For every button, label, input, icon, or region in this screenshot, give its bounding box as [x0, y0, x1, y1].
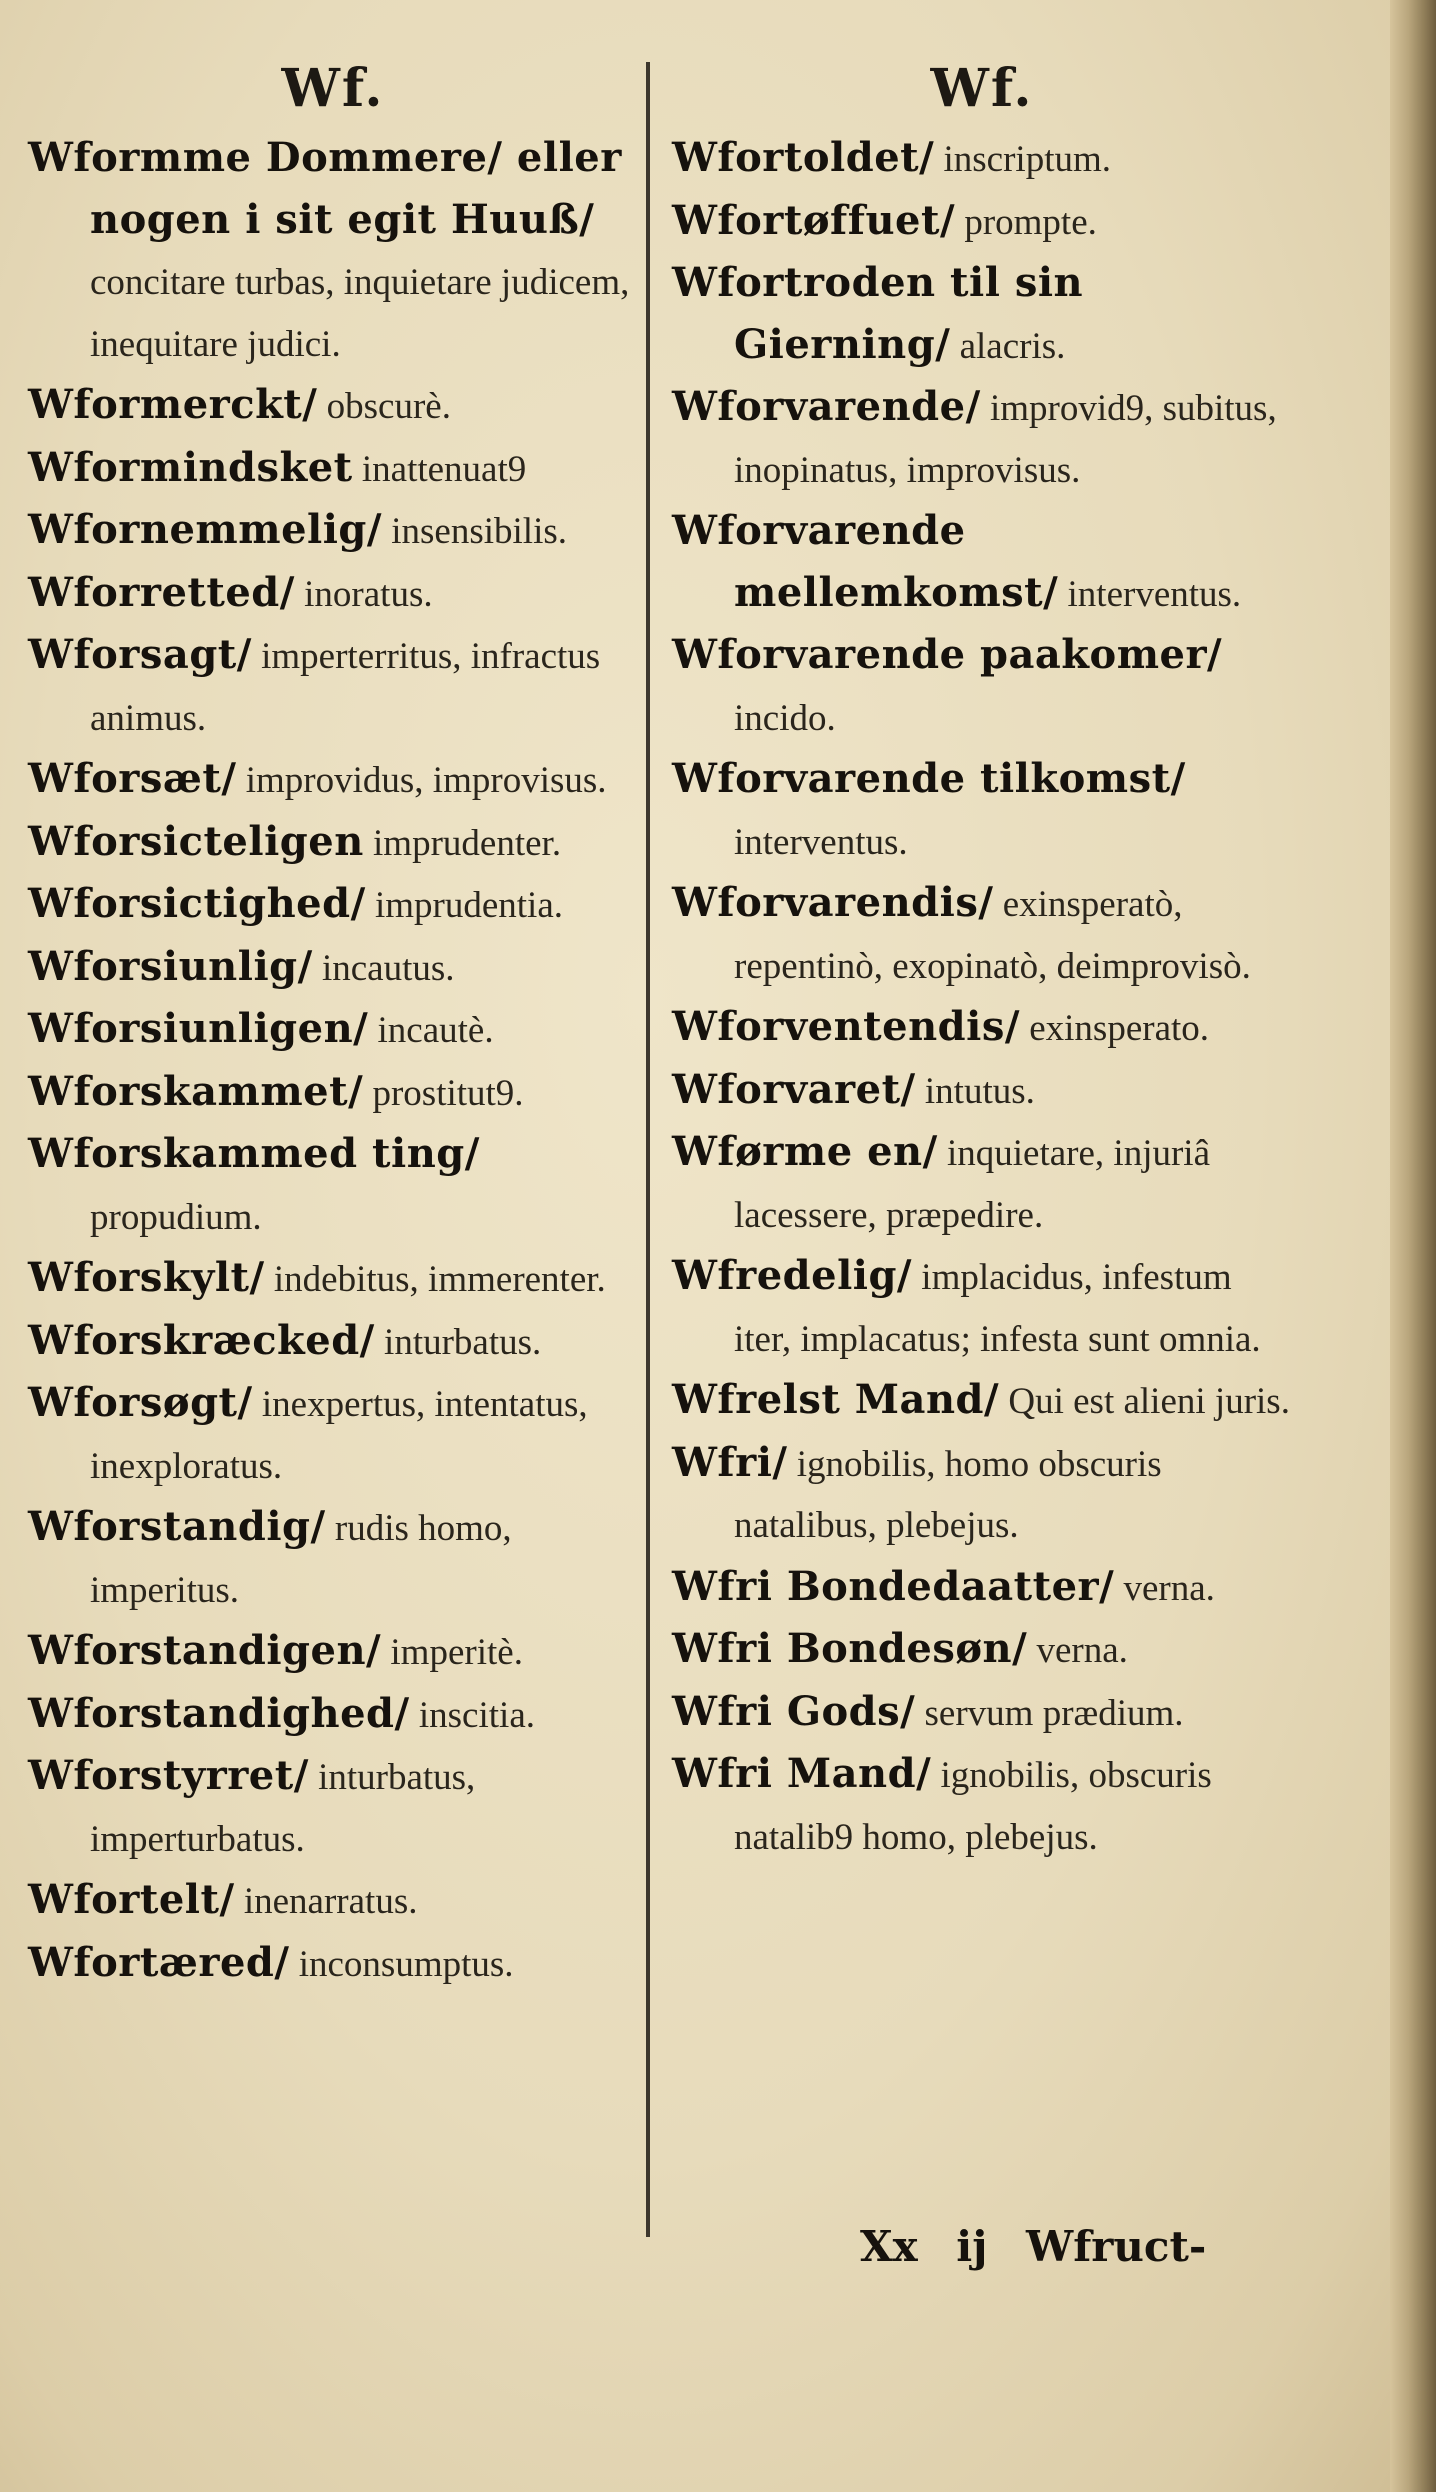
entry-headword: Wforsæt/: [28, 755, 237, 802]
dictionary-entry: [28, 1248, 638, 1311]
entry-definition: rudis homo, imperitus.: [90, 1508, 512, 1611]
entry-headword: Wforvarendis/: [672, 879, 994, 926]
entry-headword: Wforvarende tilkomst/: [672, 755, 1186, 802]
entry-headword: Wforvarende mellemkomst/: [672, 507, 1059, 616]
dictionary-entry: [28, 438, 638, 501]
dictionary-entry: [28, 1621, 638, 1684]
entry-definition: ignobilis, homo obscuris natalibus, plebejus.: [734, 1443, 1162, 1546]
entry-definition: inturbatus.: [374, 1321, 542, 1363]
dictionary-entry: [28, 625, 638, 749]
entry-headword: Wforretted/: [28, 568, 295, 616]
left-column: [28, 50, 638, 1995]
entry-headword: Wforsiunligen/: [28, 1005, 369, 1052]
dictionary-entry: [28, 874, 638, 937]
right-running-header: Wf.: [930, 58, 1034, 119]
entry-definition: inenarratus.: [234, 1881, 418, 1922]
dictionary-entry: [672, 253, 1292, 377]
dictionary-entry: [672, 128, 1292, 191]
entry-headword: Wfortæred/: [28, 1938, 290, 1986]
entry-headword: Wforskammet/: [28, 1067, 364, 1115]
entry-headword: Wforvarende paakomer/: [672, 631, 1223, 678]
entry-definition: obscurè.: [317, 386, 451, 427]
entry-headword: Wforsøgt/: [28, 1379, 253, 1426]
entry-headword: Wfri/: [672, 1438, 788, 1486]
entry-headword: Wfri Mand/: [672, 1750, 932, 1797]
entry-definition: inquietare, injuriâ lacessere, præpedire.: [734, 1133, 1210, 1236]
page-footer: [860, 2222, 1206, 2271]
entry-headword: Wformindsket: [28, 443, 353, 491]
entry-definition: imperitè.: [381, 1632, 523, 1673]
entry-definition: propudium.: [90, 1196, 262, 1238]
dictionary-entry: [672, 1370, 1292, 1433]
dictionary-entry: [28, 500, 638, 563]
entry-definition: incido.: [734, 697, 836, 739]
entry-definition: inscriptum.: [934, 139, 1112, 180]
entry-headword: Wforventendis/: [672, 1003, 1020, 1050]
entry-headword: Wforskræcked/: [28, 1316, 375, 1364]
dictionary-entry: [28, 1373, 638, 1497]
entry-headword: Wførme en/: [672, 1128, 938, 1175]
entry-headword: Wforvarende/: [672, 383, 981, 430]
entry-definition: prompte.: [955, 201, 1097, 243]
entry-definition: inoratus.: [294, 573, 433, 615]
dictionary-entry: [672, 873, 1292, 997]
dictionary-entry: [672, 377, 1292, 501]
dictionary-entry: [28, 375, 638, 438]
entry-definition: implacidus, infestum iter, implacatus; infesta sunt omnia.: [734, 1257, 1261, 1360]
dictionary-entry: [672, 1744, 1292, 1868]
dictionary-entry: [28, 1870, 638, 1933]
entry-definition: ignobilis, obscuris natalib9 homo, plebejus.: [734, 1755, 1212, 1858]
signature-mark: Xx ij: [860, 2222, 988, 2271]
entry-definition: indebitus, immerenter.: [264, 1259, 606, 1300]
entry-headword: Wforstyrret/: [28, 1752, 309, 1799]
column-rule: [646, 62, 650, 2237]
entry-definition: imprudentia.: [365, 885, 563, 926]
dictionary-entry: [28, 1124, 638, 1248]
entry-definition: incautus.: [312, 947, 455, 989]
entry-definition: improvid9, subitus, inopinatus, improvisus.: [734, 388, 1277, 491]
dictionary-entry: [672, 625, 1292, 749]
right-entry-list: [672, 128, 1292, 1868]
dictionary-entry: [672, 1122, 1292, 1246]
entry-definition: inattenuat9: [352, 448, 527, 490]
entry-headword: Wformerckt/: [28, 381, 318, 428]
entry-definition: intutus.: [915, 1070, 1035, 1112]
dictionary-entry: [672, 1682, 1292, 1745]
dictionary-entry: [672, 1060, 1292, 1123]
entry-definition: verna.: [1114, 1567, 1215, 1609]
entry-definition: exinsperato.: [1019, 1008, 1210, 1049]
dictionary-entry: [672, 1619, 1292, 1682]
entry-definition: imprudenter.: [363, 822, 562, 864]
catchword: Wfruct-: [1026, 2222, 1207, 2271]
entry-headword: Wfrelst Mand/: [672, 1376, 1000, 1423]
dictionary-entry: [28, 128, 638, 375]
dictionary-entry: [28, 563, 638, 626]
dictionary-entry: [672, 1246, 1292, 1370]
entry-headword: Wfortelt/: [28, 1876, 235, 1923]
entry-definition: incautè.: [368, 1010, 494, 1051]
entry-definition: imperterritus, infractus animus.: [90, 636, 601, 739]
right-column: [672, 50, 1292, 1868]
entry-definition: exinsperatò, repentinò, exopinatò, deimprovisò.: [734, 884, 1251, 987]
entry-definition: interventus.: [1058, 573, 1242, 615]
dictionary-entry: [28, 812, 638, 875]
entry-definition: interventus.: [734, 821, 908, 863]
dictionary-entry: [672, 1433, 1292, 1557]
entry-definition: inexpertus, intentatus, inexploratus.: [90, 1384, 588, 1487]
entry-definition: insensibilis.: [381, 511, 568, 552]
dictionary-entry: [28, 1684, 638, 1747]
dictionary-entry: [28, 1311, 638, 1374]
dictionary-entry: [28, 1933, 638, 1996]
entry-headword: Wforsicteligen: [28, 817, 364, 865]
entry-headword: Wforsiunlig/: [28, 942, 313, 990]
entry-headword: Wforsagt/: [28, 631, 252, 678]
page-edge: [1390, 0, 1436, 2492]
dictionary-entry: [672, 501, 1292, 625]
entry-headword: Wforskammed ting/: [28, 1130, 480, 1177]
entry-headword: Wforvaret/: [672, 1065, 916, 1113]
dictionary-entry: [28, 937, 638, 1000]
entry-headword: Wforstandighed/: [28, 1689, 410, 1737]
entry-headword: Wformme Dommere/ eller nogen i sit egit Huuß/: [28, 134, 622, 243]
dictionary-entry: [28, 1746, 638, 1870]
entry-headword: Wfortøffuet/: [672, 196, 956, 244]
entry-headword: Wfri Gods/: [672, 1687, 916, 1735]
entry-headword: Wfredelig/: [672, 1252, 913, 1299]
left-running-header: Wf.: [281, 58, 385, 119]
dictionary-entry: [672, 997, 1292, 1060]
entry-definition: Qui est alieni juris.: [999, 1381, 1290, 1422]
entry-headword: Wfri Bondedaatter/: [672, 1562, 1115, 1610]
entry-definition: concitare turbas, inquietare judicem, inequitare judici.: [90, 262, 630, 365]
entry-definition: improvidus, improvisus.: [236, 760, 607, 801]
entry-headword: Wfortoldet/: [672, 134, 935, 181]
entry-definition: alacris.: [950, 325, 1066, 367]
entry-headword: Wfortroden til sin Gierning/: [672, 259, 1084, 368]
dictionary-entry: [672, 191, 1292, 254]
entry-headword: Wforsictighed/: [28, 880, 366, 927]
entry-definition: inconsumptus.: [289, 1943, 514, 1985]
entry-headword: Wfri Bondesøn/: [672, 1625, 1028, 1672]
entry-definition: verna.: [1027, 1630, 1128, 1671]
dictionary-entry: [28, 749, 638, 812]
entry-definition: servum prædium.: [915, 1692, 1184, 1734]
entry-headword: Wforskylt/: [28, 1254, 265, 1301]
dictionary-entry: [28, 1497, 638, 1621]
entry-headword: Wforstandigen/: [28, 1627, 382, 1674]
dictionary-entry: [28, 999, 638, 1062]
entry-definition: inscitia.: [409, 1694, 535, 1736]
left-entry-list: [28, 128, 638, 1995]
dictionary-entry: [28, 1062, 638, 1125]
dictionary-entry: [672, 1557, 1292, 1620]
entry-definition: prostitut9.: [363, 1072, 524, 1114]
entry-headword: Wfornemmelig/: [28, 506, 382, 553]
entry-definition: inturbatus, imperturbatus.: [90, 1757, 476, 1860]
entry-headword: Wforstandig/: [28, 1503, 326, 1550]
dictionary-entry: [672, 749, 1292, 873]
